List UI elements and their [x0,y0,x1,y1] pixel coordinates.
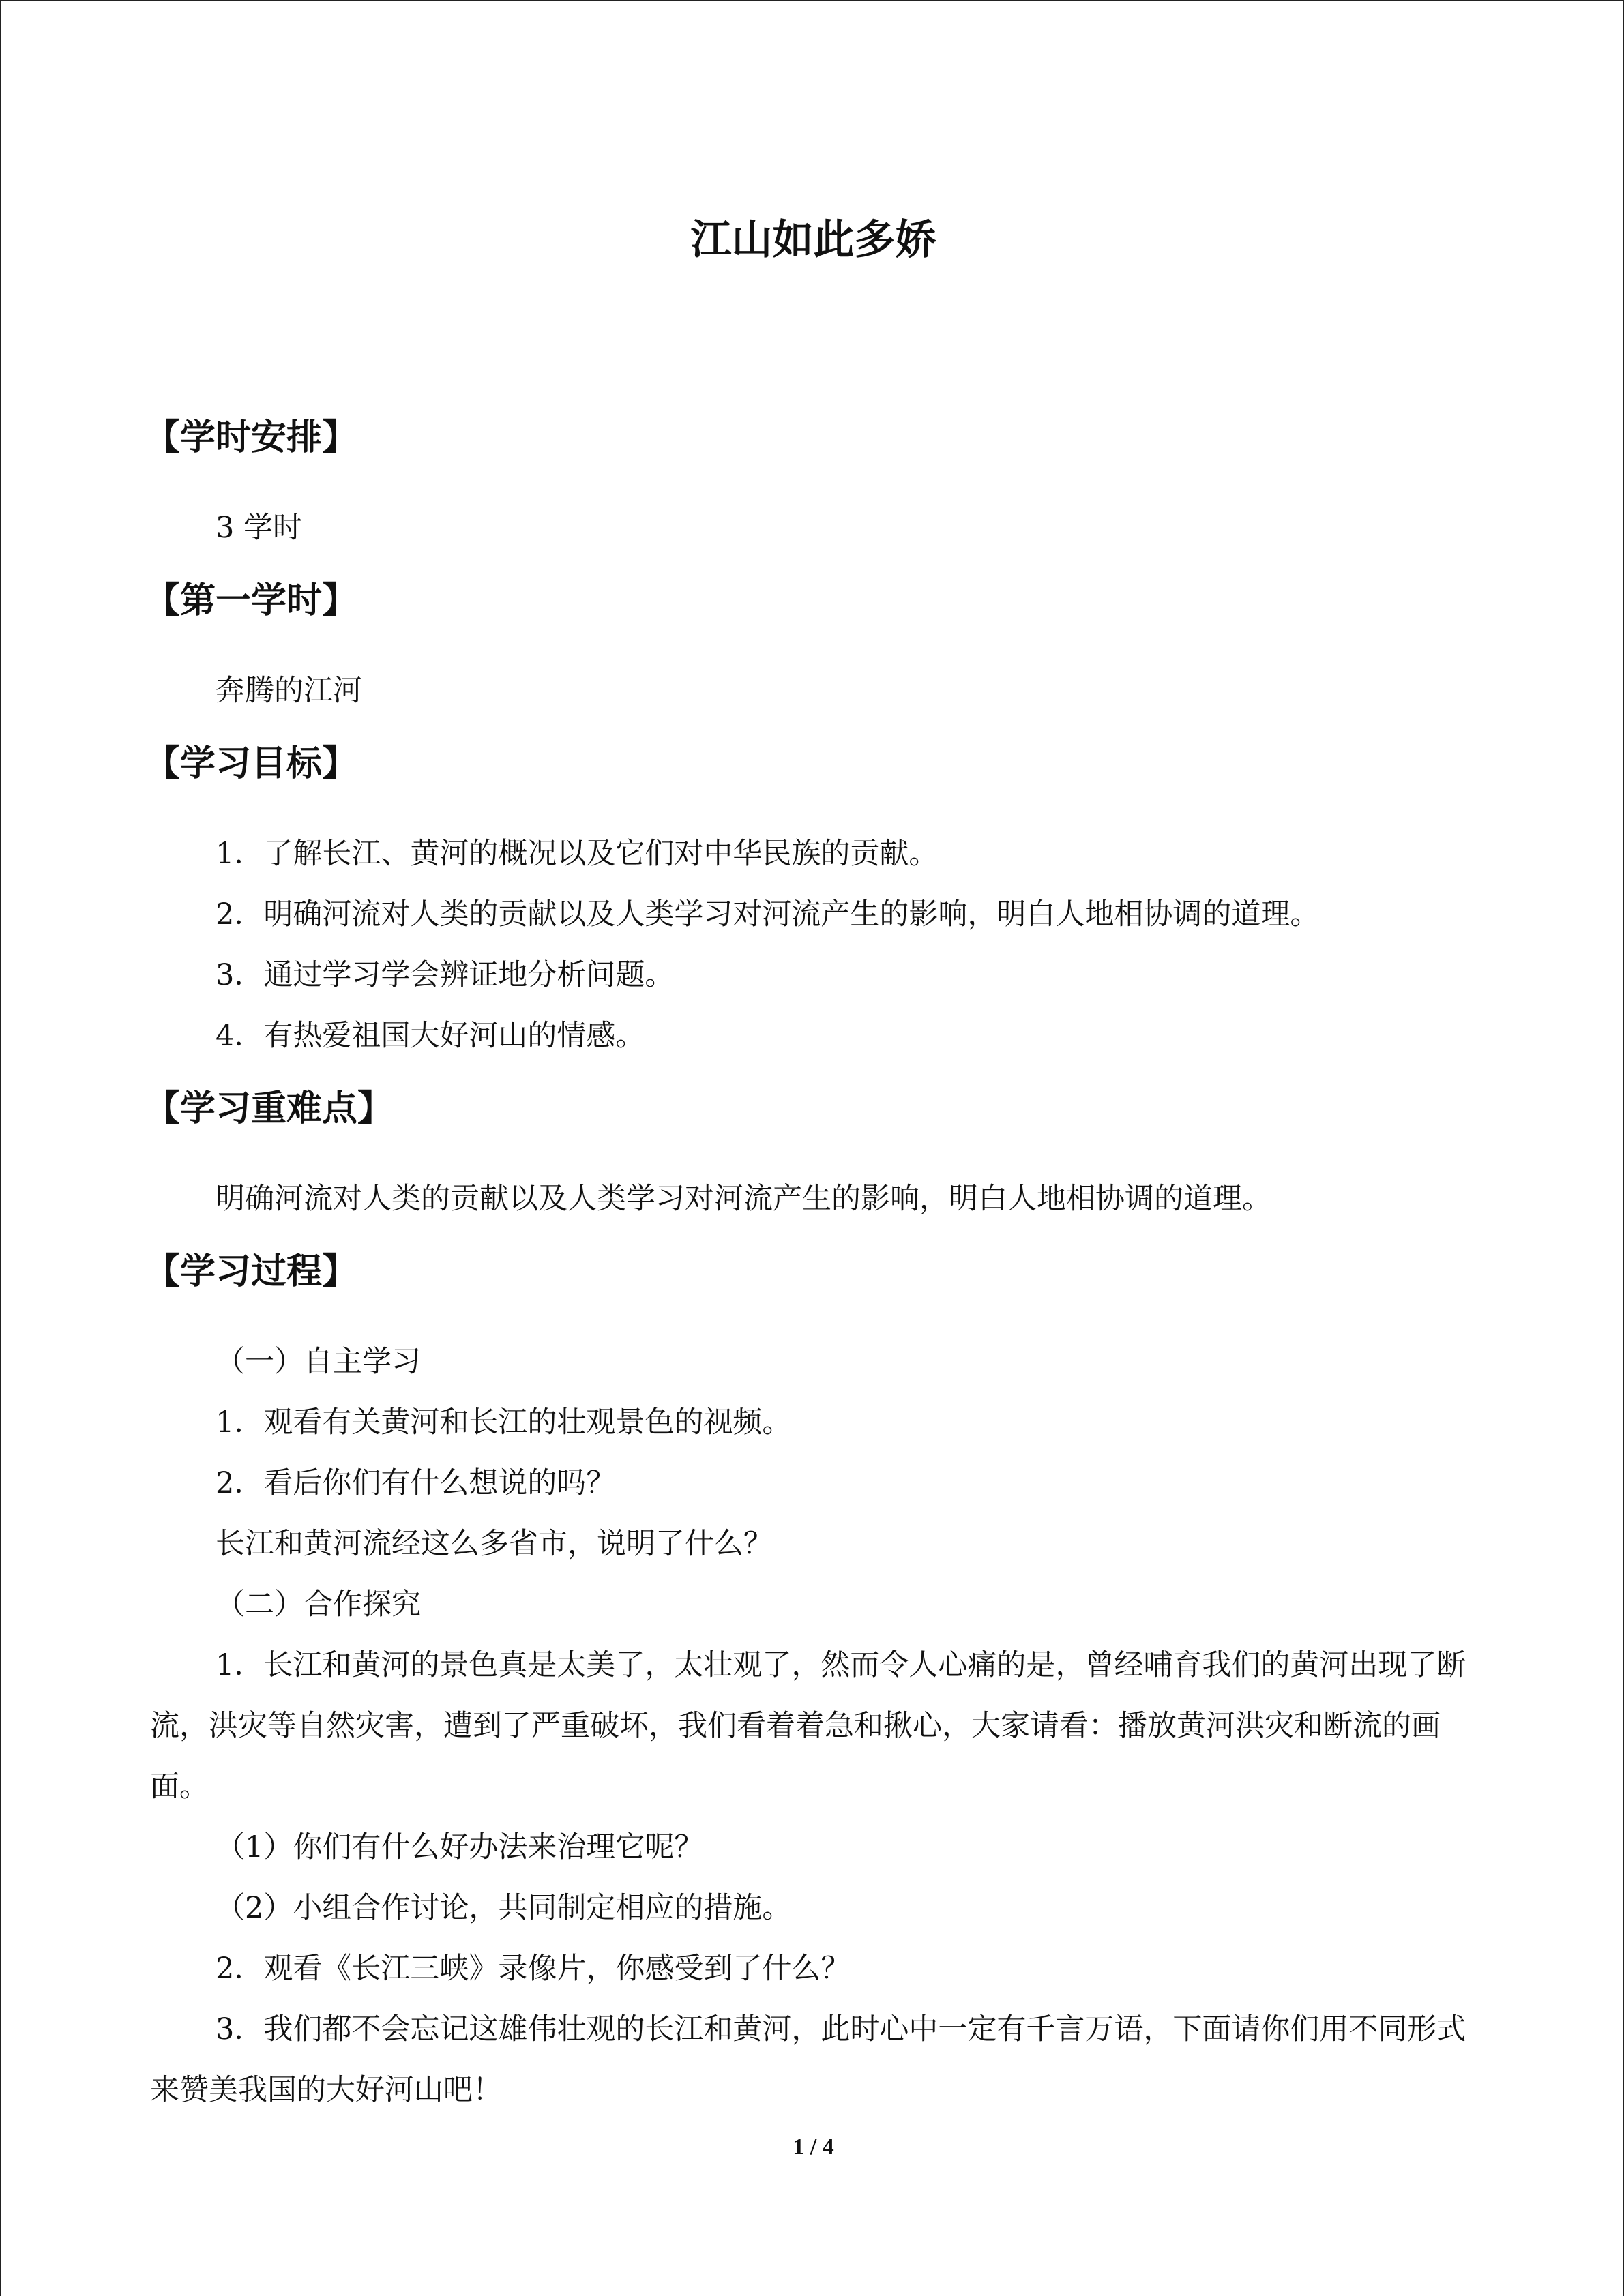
list-item: 4．有热爱祖国大好河山的情感。 [216,1019,645,1053]
page-number: 1 / 4 [793,2134,834,2160]
list-item: （1）你们有什么好办法来治理它呢？ [216,1830,704,1864]
list-item: 2．观看《长江三峡》录像片，你感受到了什么？ [216,1952,851,1986]
list-item: （2）小组合作讨论，共同制定相应的措施。 [216,1891,792,1925]
list-item: 1．了解长江、黄河的概况以及它们对中华民族的贡献。 [216,837,939,871]
paragraph: 奔腾的江河 [216,674,362,708]
subheading: （一）自主学习 [216,1345,421,1379]
subheading: （二）合作探究 [216,1587,421,1622]
section-heading-first-lesson: 【第一学时】 [145,580,358,621]
list-item: 3．通过学习学会辨证地分析问题。 [216,958,675,992]
section-heading-process: 【学习过程】 [145,1251,358,1292]
section-heading-schedule: 【学时安排】 [145,417,358,458]
document-title: 江山如此多娇 [690,216,936,264]
section-heading-key-points: 【学习重难点】 [145,1088,394,1129]
list-item: 2．看后你们有什么想说的吗？ [216,1466,616,1500]
paragraph: 3 学时 [216,511,303,545]
list-item: 1．长江和黄河的景色真是太美了，太壮观了，然而令人心痛的是，曾经哺育我们的黄河出现了断流，洪灾等自然灾害，遭到了严重破坏，我们看着着急和揪心，大家请看：播放黄河洪灾和断流的画面。 [150,1648,1466,1804]
page-content [145,206,1477,2121]
list-item: 1．观看有关黄河和长江的壮观景色的视频。 [216,1405,792,1440]
paragraph: 明确河流对人类的贡献以及人类学习对河流产生的影响，明白人地相协调的道理。 [216,1182,1271,1216]
paragraph: 长江和黄河流经这么多省市，说明了什么？ [216,1527,773,1561]
list-item: 3．我们都不会忘记这雄伟壮观的长江和黄河，此时心中一定有千言万语，下面请你们用不同形式来赞美我国的大好河山吧！ [150,2012,1466,2107]
section-heading-objectives: 【学习目标】 [145,743,358,784]
list-item: 2．明确河流对人类的贡献以及人类学习对河流产生的影响，明白人地相协调的道理。 [216,897,1320,931]
